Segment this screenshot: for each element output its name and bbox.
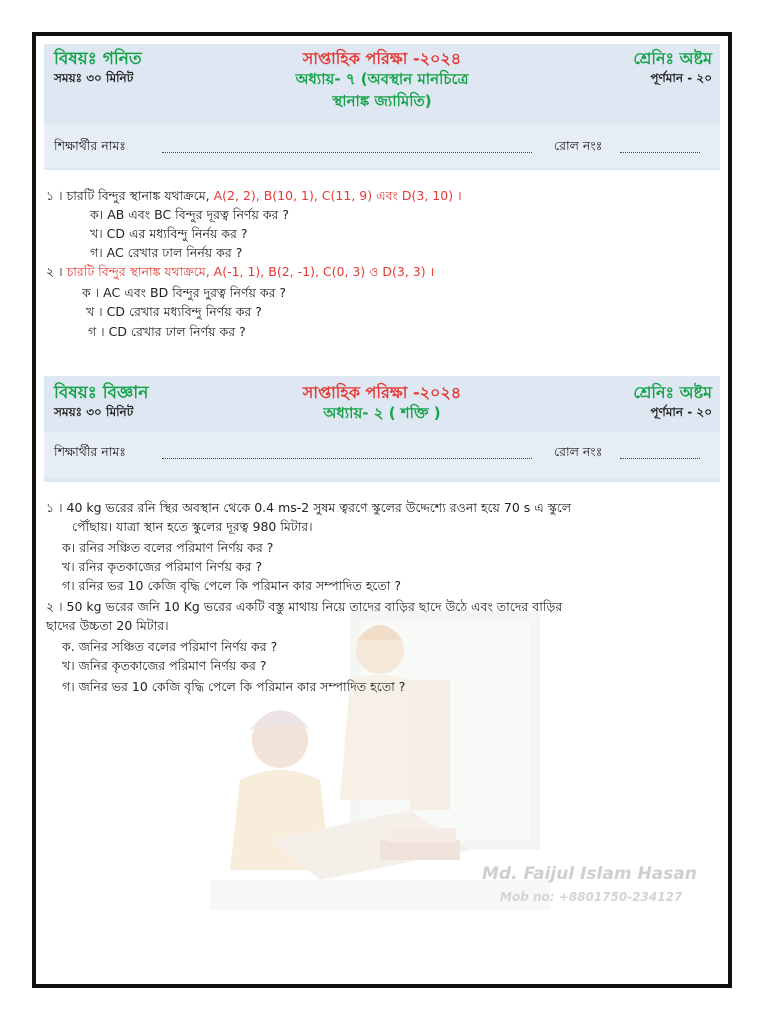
- watermark-mobile: Mob no: +8801750-234127: [500, 890, 683, 904]
- science-time: সময়ঃ ৩০ মিনিট: [54, 405, 134, 419]
- math-exam-title: সাপ্তাহিক পরিক্ষা -২০২৪: [302, 49, 462, 68]
- math-q1-c: গ। AC রেখার ঢাল নির্নয় কর ?: [90, 245, 243, 260]
- math-chapter-line1: অধ্যায়- ৭ (অবস্থান মানচিত্রে: [295, 70, 469, 88]
- science-roll-label: রোল নংঃ: [554, 444, 603, 459]
- science-subject: বিষয়ঃ বিজ্ঞান: [54, 383, 149, 403]
- science-class: শ্রেনিঃ অষ্টম: [633, 383, 712, 402]
- science-q2-a: ক. জনির সঞ্চিত বলের পরিমাণ নির্ণয় কর ?: [62, 639, 278, 654]
- math-q1-points: A(2, 2), B(10, 1), C(11, 9) এবং D(3, 10) ।: [213, 188, 462, 203]
- math-name-dots: [162, 152, 532, 153]
- math-name-label: শিক্ষার্থীর নামঃ: [54, 138, 126, 153]
- math-q1-b: খ। CD এর মধ্যবিন্দু নির্নয় কর ?: [90, 226, 248, 241]
- math-q2-prefix: ২ ।: [46, 264, 63, 279]
- math-q2: [46, 262, 434, 281]
- watermark-name: Md. Faijul Islam Hasan: [482, 864, 697, 884]
- math-marks: পূর্ণমান - ২০: [650, 71, 712, 85]
- science-name-label: শিক্ষার্থীর নামঃ: [54, 444, 126, 459]
- science-q2-text2: ছাদের উচ্চতা 20 মিটার।: [46, 618, 169, 633]
- science-q1-text: ১ । 40 kg ভরের রনি স্থির অবস্থান থেকে 0.4 ms-2 সুষম ত্বরণে স্কুলের উদ্দেশ্যে রওনা হয়ে 70 s এ স্কুলে: [46, 500, 572, 515]
- science-q2-text: ২ । 50 kg ভরের জনি 10 Kg ভরের একটি বস্তু মাথায় নিয়ে তাদের বাড়ির ছাদে উঠে এবং তাদের বাড়ির: [46, 599, 563, 614]
- math-q1: [46, 186, 462, 205]
- science-header: [44, 376, 720, 482]
- math-q1-a: ক। AB এবং BC বিন্দুর দূরত্ব নির্ণয় কর ?: [90, 207, 290, 222]
- science-chapter: অধ্যায়- ২ ( শক্তি ): [323, 404, 441, 422]
- math-q1-prefix: ১ । চারটি বিন্দুর স্থানাঙ্ক যথাক্রমে,: [46, 188, 210, 203]
- math-header: [44, 44, 720, 170]
- science-q1-a: ক। রনির সঞ্চিত বলের পরিমাণ নির্ণয় কর ?: [62, 540, 274, 555]
- math-class: শ্রেনিঃ অষ্টম: [633, 49, 712, 68]
- science-marks: পূর্ণমান - ২০: [650, 405, 712, 419]
- science-name-row: [44, 432, 720, 478]
- math-q2-a: ক । AC এবং BD বিন্দুর দুরত্ব নির্ণয় কর ?: [82, 285, 287, 300]
- science-q1-text2: পৌঁছায়। যাত্রা স্থান হতে স্কুলের দূরত্ব 980 মিটার।: [72, 519, 313, 534]
- science-q1-b: খ। রনির কৃতকাজের পরিমাণ নির্ণয় কর ?: [62, 559, 263, 574]
- math-name-row: [44, 124, 720, 168]
- math-roll-dots: [620, 152, 700, 153]
- math-roll-label: রোল নংঃ: [554, 138, 603, 153]
- science-exam-title: সাপ্তাহিক পরিক্ষা -২০২৪: [302, 383, 462, 402]
- math-q2-text: চারটি বিন্দুর স্থানাঙ্ক যথাক্রমে, A(-1, 1), B(2, -1), C(0, 3) ও D(3, 3) ।: [66, 264, 435, 279]
- science-q1-c: গ। রনির ভর 10 কেজি বৃদ্ধি পেলে কি পরিমান কার সম্পাদিত হতো ?: [62, 578, 402, 593]
- math-q2-b: খ । CD রেখার মধ্যবিন্দু নির্ণয় কর ?: [86, 304, 262, 319]
- science-q2-b: খ। জনির কৃতকাজের পরিমাণ নির্ণয় কর ?: [62, 658, 267, 673]
- math-q2-c: গ । CD রেখার ঢাল নির্ণয় কর ?: [88, 324, 246, 339]
- science-roll-dots: [620, 458, 700, 459]
- science-name-dots: [162, 458, 532, 459]
- math-subject: বিষয়ঃ গনিত: [54, 49, 142, 69]
- science-q2-c: গ। জনির ভর 10 কেজি বৃদ্ধি পেলে কি পরিমান কার সম্পাদিত হতো ?: [62, 679, 406, 694]
- math-time: সময়ঃ ৩০ মিনিট: [54, 71, 134, 85]
- math-chapter-line2: স্থানাঙ্ক জ্যামিতি): [332, 92, 432, 110]
